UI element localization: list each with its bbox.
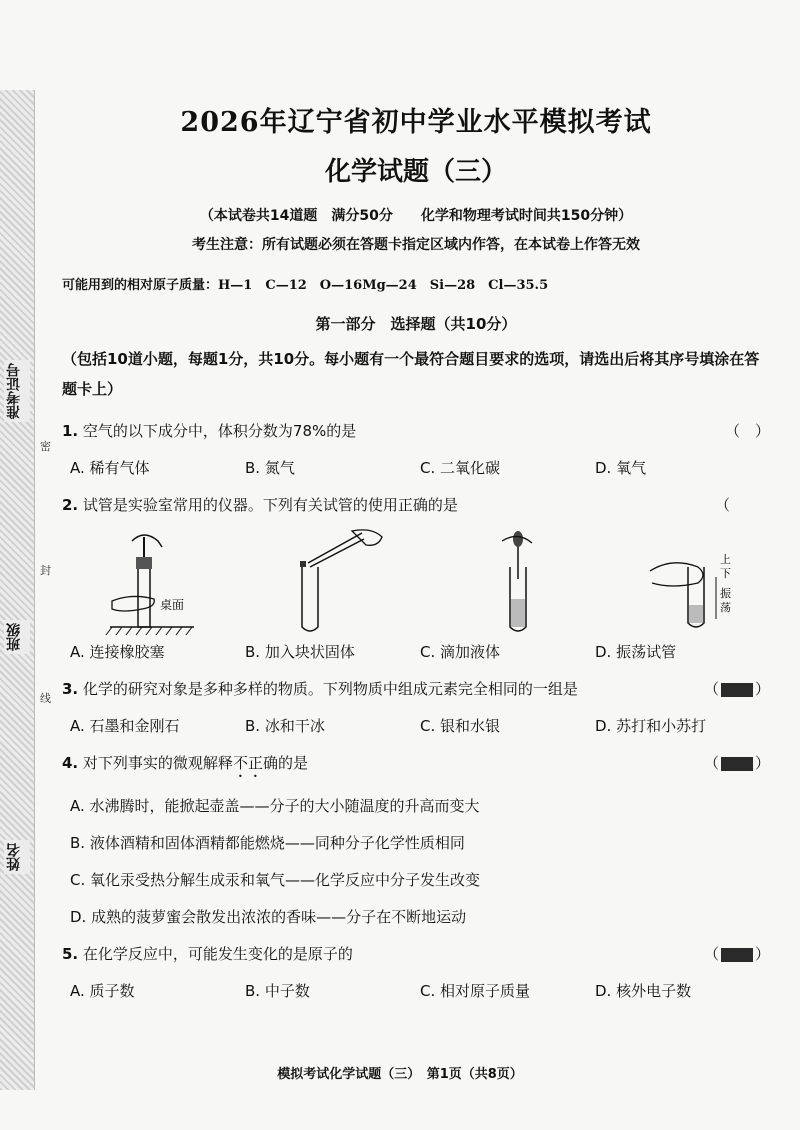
figure-a-label-desk: 桌面	[160, 598, 185, 612]
section-intro: （包括10道小题，每题1分，共10分。每小题有一个最符合题目要求的选项，请选出后将其序号填涂在答题卡上）	[62, 350, 760, 398]
answer-bracket: （ ）	[703, 680, 770, 698]
option-c: C. 二氧化碳	[420, 459, 501, 477]
question-5-options	[70, 980, 770, 1001]
class-label: 班级	[4, 620, 30, 654]
question-stem: 试管是实验室常用的仪器。下列有关试管的使用正确的是	[82, 496, 458, 514]
question-number: 2.	[62, 496, 79, 514]
question-number: 1.	[62, 422, 79, 440]
option-b: B. 加入块状固体	[245, 643, 355, 661]
question-2-options	[70, 641, 770, 662]
name-label: 姓名	[4, 840, 30, 874]
exam-subtitle: 化学试题（三）	[324, 157, 507, 187]
page-footer: 模拟考试化学试题（三） 第1页（共8页）	[277, 1067, 523, 1082]
option-b: B. 中子数	[245, 982, 310, 1000]
answer-bracket: （ ）	[703, 754, 770, 772]
figure-d-label-dang: 荡	[720, 601, 731, 614]
filled-answer-mark	[721, 948, 753, 962]
atomic-masses-label: 可能用到的相对原子质量：	[62, 278, 219, 293]
exam-number-label: 准考证号	[4, 360, 30, 422]
question-1-options	[70, 457, 770, 478]
answer-bracket: （ ）	[724, 422, 770, 440]
figure-b-add-solid	[282, 527, 402, 637]
question-stem: 化学的研究对象是多种多样的物质。下列物质中组成元素完全相同的一组是	[82, 680, 578, 698]
question-stem: 在化学反应中，可能发生变化的是原子的	[82, 945, 353, 963]
exam-info: （本试卷共14道题 满分50分 化学和物理考试时间共150分钟）	[199, 208, 633, 224]
figure-d-shake-tube	[642, 527, 762, 637]
exam-notice: 考生注意：所有试题必须在答题卡指定区域内作答，在本试卷上作答无效	[192, 237, 640, 253]
binding-strip	[0, 90, 35, 1090]
exam-title: 2026年辽宁省初中学业水平模拟考试	[180, 107, 652, 138]
question-4	[62, 752, 770, 781]
question-2-figures	[102, 527, 762, 637]
question-2	[62, 494, 770, 515]
question-1	[62, 420, 770, 441]
answer-bracket: （ ）	[703, 945, 770, 963]
figure-d-label-zhen: 振	[720, 587, 731, 600]
option-a: A. 水沸腾时，能掀起壶盖——分子的大小随温度的升高而变大	[70, 797, 480, 815]
question-number: 4.	[62, 754, 79, 772]
emphasized-text: 不正	[232, 754, 263, 772]
figure-c-drop-liquid	[462, 527, 582, 637]
option-c: C. 银和水银	[420, 717, 501, 735]
option-d: D. 成熟的菠萝蜜会散发出浓浓的香味——分子在不断地运动	[70, 908, 467, 926]
figure-a-connect-stopper	[102, 527, 222, 637]
question-stem: 空气的以下成分中，体积分数为78%的是	[82, 422, 357, 440]
question-3-options	[70, 715, 770, 736]
option-a: A. 质子数	[70, 982, 135, 1000]
option-a: A. 石墨和金刚石	[70, 717, 180, 735]
option-a: A. 稀有气体	[70, 459, 150, 477]
question-3	[62, 678, 770, 699]
option-c: C. 相对原子质量	[420, 982, 531, 1000]
option-c: C. 滴加液体	[420, 643, 501, 661]
option-b: B. 冰和干冰	[245, 717, 325, 735]
option-a: A. 连接橡胶塞	[70, 643, 165, 661]
atomic-masses	[62, 274, 770, 293]
section-title: 第一部分 选择题（共10分）	[315, 315, 517, 333]
option-d: D. 核外电子数	[595, 982, 692, 1000]
option-d: D. 氧气	[595, 459, 647, 477]
option-d: D. 振荡试管	[595, 643, 677, 661]
figure-d-label-down: 下	[720, 567, 731, 580]
option-d: D. 苏打和小苏打	[595, 717, 707, 735]
seal-mark-mi: 密	[40, 440, 51, 453]
filled-answer-mark	[721, 757, 753, 771]
option-b: B. 液体酒精和固体酒精都能燃烧——同种分子化学性质相同	[70, 834, 465, 852]
question-number: 5.	[62, 945, 79, 963]
question-stem: 对下列事实的微观解释不正确的是	[82, 754, 308, 772]
filled-answer-mark	[721, 683, 753, 697]
answer-bracket: （	[714, 496, 730, 514]
seal-mark-feng: 封	[40, 564, 51, 577]
question-4-options	[70, 795, 770, 927]
figure-d-label-up: 上	[720, 553, 731, 566]
exam-page	[62, 100, 770, 1001]
option-b: B. 氮气	[245, 459, 295, 477]
seal-mark-xian: 线	[40, 692, 51, 705]
atomic-masses-values: H—1 C—12 O—16Mg—24 Si—28 Cl—35.5	[218, 278, 549, 293]
question-5	[62, 943, 770, 964]
question-number: 3.	[62, 680, 79, 698]
option-c: C. 氧化汞受热分解生成汞和氧气——化学反应中分子发生改变	[70, 871, 481, 889]
